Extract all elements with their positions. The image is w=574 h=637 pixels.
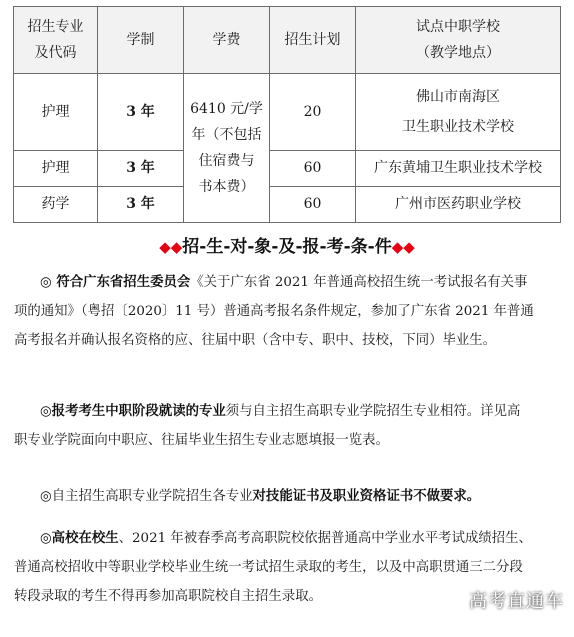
table-row [14,74,561,151]
header-school: 试点中职学校 （教学地点） [356,7,561,74]
cell-plan: 60 [270,151,356,187]
paragraph-certificates: ◎自主招生高职专业学院招生各专业对技能证书及职业资格证书不做要求。 [40,488,481,504]
paragraph-eligibility: ◎ 符合广东省招生委员会《关于广东省 2021 年普通高校招生统一考试报名有关事 项的通知》（粤招〔2020〕11 号）普通高考报名条件规定，参加了广东省 2021 年普通 高考报名并确认报名资格的应、往届中职（含中专、职中、技校，下同）毕业生。 [14,274,534,348]
paragraph-lead: ◎报考考生中职阶段就读的专业 [40,403,226,419]
cell-plan: 20 [270,74,356,151]
cell-duration: 3 年 [98,74,184,151]
paragraph-major-match: ◎报考考生中职阶段就读的专业须与自主招生高职专业学院招生专业相符。详见高 职专业学院面向中职应、往届毕业生招生专业志愿填报一览表。 [14,403,521,448]
cell-duration: 3 年 [98,151,184,187]
paragraph-lead: ◎ 符合广东省招生委员会 [40,274,191,290]
cell-major: 护理 [14,151,98,187]
circle-bullet-icon: ◎ [40,488,52,504]
table-row [14,187,561,223]
cell-plan: 60 [270,187,356,223]
diamond-right-icon: ◆◆ [391,238,415,256]
table-row [14,151,561,187]
cell-duration: 3 年 [98,187,184,223]
cell-school: 佛山市南海区 卫生职业技术学校 [356,74,561,151]
header-fee: 学费 [184,7,270,74]
paragraph-lead: ◎高校在校生 [40,530,119,546]
header-duration: 学制 [98,7,184,74]
cell-school: 广东黄埔卫生职业技术学校 [356,151,561,187]
paragraph-exclusions: ◎高校在校生、2021 年被春季高考高职院校依据普通高中学业水平考试成绩招生、 普通高校招收中等职业学校毕业生统一考试招生录取的考生，以及中高职贯通三二分段 转段录取的考生不得再参加高职院校自主招生录取。 [14,530,532,604]
watermark: 高考直通车 [469,591,564,612]
cell-school: 广州市医药职业学校 [356,187,561,223]
header-plan: 招生计划 [270,7,356,74]
cell-major: 药学 [14,187,98,223]
section-title [0,232,574,257]
section-title-text: 招-生-对-象-及-报-考-条-件 [182,237,392,257]
cell-fee: 6410 元/学 年（不包括 住宿费与 书本费） [184,74,270,223]
table-header-row [14,7,561,74]
majors-table [13,6,561,223]
header-major: 招生专业 及代码 [14,7,98,74]
cell-major: 护理 [14,74,98,151]
diamond-left-icon: ◆◆ [159,238,183,256]
